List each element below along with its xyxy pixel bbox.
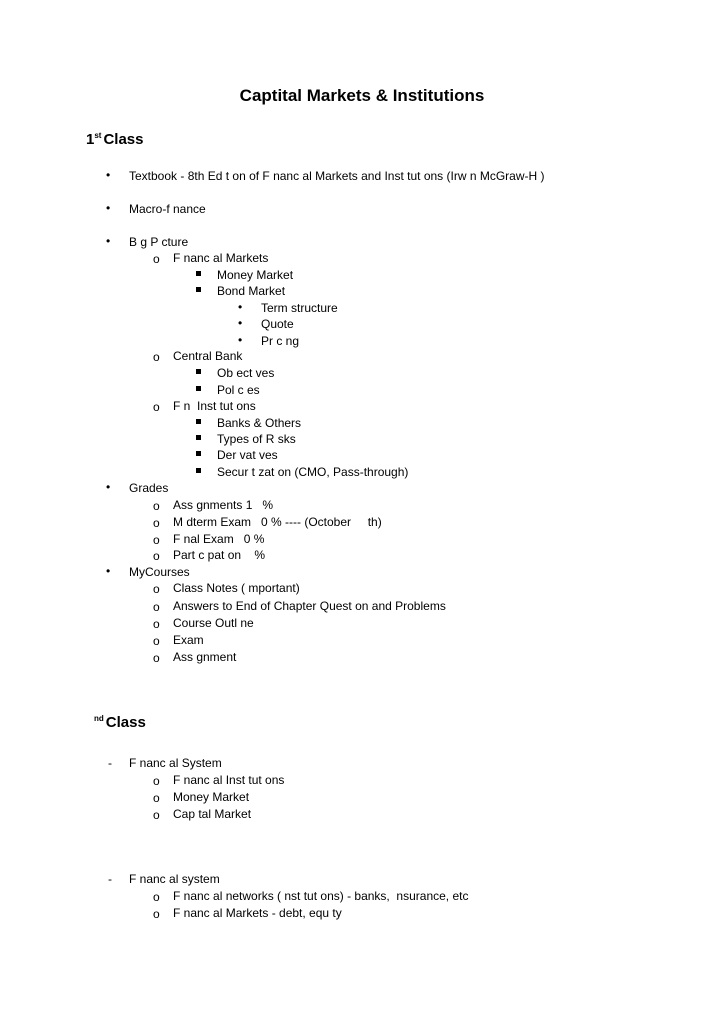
bullet-marker: • [106, 564, 111, 578]
class-1-word: Class [103, 131, 144, 148]
list-item-derivatives: Der vat ves [217, 448, 278, 462]
list-item-outline: Course Outl ne [173, 616, 254, 630]
square-marker [196, 369, 201, 374]
circle-marker: o [153, 499, 160, 513]
circle-marker: o [153, 791, 160, 805]
bullet-marker: • [238, 316, 243, 330]
class-2-heading [94, 714, 146, 731]
square-marker [196, 419, 201, 424]
list-item-financial-institutions: F nanc al Inst tut ons [173, 773, 285, 787]
square-marker [196, 468, 201, 473]
bullet-marker: • [106, 234, 111, 248]
square-marker [196, 451, 201, 456]
circle-marker: o [153, 907, 160, 921]
circle-marker: o [153, 350, 160, 364]
class-2-word: Class [105, 714, 146, 731]
list-item-term-structure: Term structure [261, 301, 338, 315]
list-item-financial-markets: F nanc al Markets [173, 251, 269, 265]
bullet-marker: • [106, 480, 111, 494]
list-item-exam: Exam [173, 633, 204, 647]
list-item-pricing: Pr c ng [261, 334, 300, 348]
list-item-fin-institutions: F n Inst tut ons [173, 399, 256, 413]
list-item-macro: Macro-f nance [129, 202, 206, 216]
list-item-assignments: Ass gnments 1 % [173, 498, 274, 512]
list-item-bond-market: Bond Market [217, 284, 286, 298]
list-item-big-picture: B g P cture [129, 235, 189, 249]
circle-marker: o [153, 549, 160, 563]
bullet-marker: • [238, 300, 243, 314]
list-item-final: F nal Exam 0 % [173, 532, 265, 546]
list-item-class-notes: Class Notes ( mportant) [173, 581, 300, 595]
list-item-midterm: M dterm Exam 0 % ---- (October th) [173, 515, 382, 529]
list-item-answers: Answers to End of Chapter Quest on and Problems [173, 599, 446, 613]
list-item-mycourses: MyCourses [129, 565, 190, 579]
list-item-money-market-2: Money Market [173, 790, 250, 804]
circle-marker: o [153, 252, 160, 266]
square-marker [196, 271, 201, 276]
class-1-heading [86, 131, 144, 148]
circle-marker: o [153, 600, 160, 614]
circle-marker: o [153, 890, 160, 904]
dash-marker: - [108, 872, 112, 886]
class-2-suffix: nd [94, 714, 104, 723]
list-item-financial-system-2: F nanc al system [129, 872, 220, 886]
circle-marker: o [153, 617, 160, 631]
list-item-objectives: Ob ect ves [217, 366, 275, 380]
document-title: Captital Markets & Institutions [239, 86, 485, 105]
circle-marker: o [153, 774, 160, 788]
list-item-grades: Grades [129, 481, 169, 495]
list-item-policies: Pol c es [217, 383, 260, 397]
square-marker [196, 386, 201, 391]
list-item-assignment: Ass gnment [173, 650, 237, 664]
list-item-securitization: Secur t zat on (CMO, Pass-through) [217, 465, 409, 479]
list-item-central-bank: Central Bank [173, 349, 243, 363]
bullet-marker: • [106, 168, 111, 182]
list-item-financial-system: F nanc al System [129, 756, 222, 770]
list-item-types-risks: Types of R sks [217, 432, 296, 446]
list-item-markets-debt-equity: F nanc al Markets - debt, equ ty [173, 906, 342, 920]
square-marker [196, 287, 201, 292]
circle-marker: o [153, 582, 160, 596]
circle-marker: o [153, 651, 160, 665]
list-item-quote: Quote [261, 317, 294, 331]
list-item-money-market: Money Market [217, 268, 294, 282]
circle-marker: o [153, 516, 160, 530]
bullet-marker: • [238, 333, 243, 347]
class-1-suffix: st [94, 131, 102, 140]
list-item-banks-others: Banks & Others [217, 416, 302, 430]
circle-marker: o [153, 808, 160, 822]
class-1-number: 1 [86, 131, 95, 148]
square-marker [196, 435, 201, 440]
list-item-textbook: Textbook - 8th Ed t on of F nanc al Markets and Inst tut ons (Irw n McGraw-H ) [129, 169, 545, 183]
circle-marker: o [153, 634, 160, 648]
circle-marker: o [153, 400, 160, 414]
bullet-marker: • [106, 201, 111, 215]
list-item-capital-market: Cap tal Market [173, 807, 252, 821]
dash-marker: - [108, 756, 112, 770]
list-item-financial-networks: F nanc al networks ( nst tut ons) - banks, nsurance, etc [173, 889, 469, 903]
list-item-participation: Part c pat on % [173, 548, 266, 562]
circle-marker: o [153, 533, 160, 547]
